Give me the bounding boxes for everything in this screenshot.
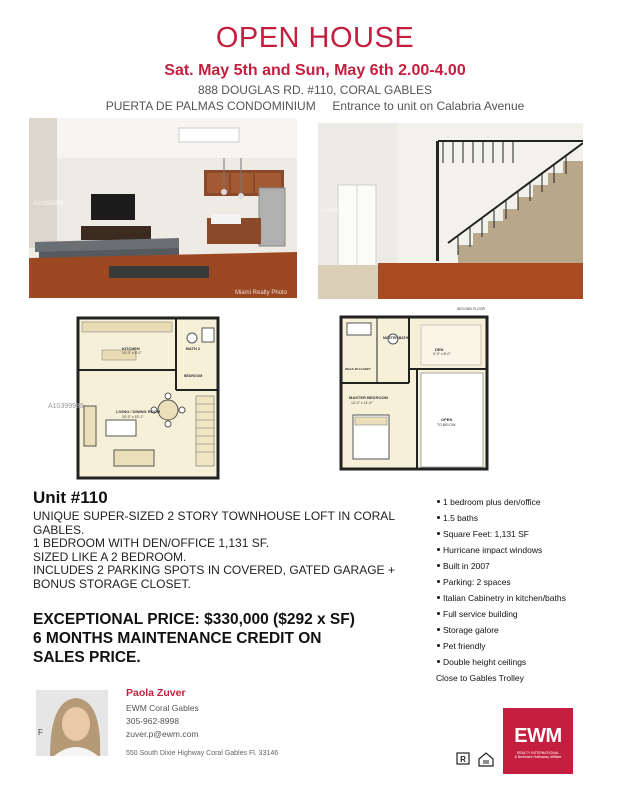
feature-item: [432, 622, 622, 638]
bullet-icon: [437, 516, 440, 519]
living-room-photo: [29, 118, 297, 298]
room-bedroom-small: BEDROOM: [184, 374, 203, 378]
feature-text: 1.5 baths: [443, 513, 478, 523]
price-line-3: SALES PRICE.: [33, 649, 141, 666]
bullet-icon: [437, 628, 440, 631]
bullet-icon: [437, 500, 440, 503]
agent-name: Paola Zuver: [126, 687, 186, 699]
agent-portrait: [36, 690, 108, 756]
room-open: OPEN: [441, 417, 453, 422]
feature-text: Pet friendly: [443, 641, 486, 651]
room-open-below: TO BELOW: [437, 423, 456, 427]
realtor-icon: [456, 752, 470, 768]
feature-item: [432, 654, 622, 670]
feature-item: [432, 590, 622, 606]
bullet-icon: [437, 644, 440, 647]
feature-text: Built in 2007: [443, 561, 490, 571]
floorplan-first-floor: [48, 310, 229, 482]
property-address: 888 DOUGLAS RD. #110, CORAL GABLES: [197, 83, 433, 97]
desc-line-2: 1 BEDROOM WITH DEN/OFFICE 1,131 SF.: [33, 536, 270, 550]
price-block: [33, 610, 413, 667]
room-kitchen: KITCHEN: [122, 346, 140, 351]
room-living: LIVING / DINING ROOM: [116, 409, 161, 414]
feature-item: [432, 574, 622, 590]
open-house-dates: Sat. May 5th and Sun, May 6th 2.00-4.00: [164, 62, 466, 79]
ewm-logo-sub1: REALTY INTERNATIONAL: [516, 751, 559, 755]
agent-company: EWM Coral Gables: [126, 703, 199, 713]
feature-text: Italian Cabinetry in kitchen/baths: [443, 593, 566, 603]
second-floor-label: SECOND FLOOR: [457, 307, 486, 311]
feature-text: Double height ceilings: [443, 657, 527, 667]
floorplan-second-floor: [337, 305, 492, 483]
feature-text: Parking: 2 spaces: [443, 577, 511, 587]
feature-item: [432, 638, 622, 654]
ewm-logo-sub2: A Berkshire Hathaway Affiliate: [514, 755, 562, 759]
desc-line-1: UNIQUE SUPER-SIZED 2 STORY TOWNHOUSE LOFT IN CORAL GABLES.: [33, 509, 395, 537]
agent-photo-mark: F: [38, 728, 43, 737]
living-room-illustration: [29, 118, 297, 298]
bullet-icon: [437, 548, 440, 551]
agent-email[interactable]: zuver.p@ewm.com: [126, 729, 199, 739]
feature-text: Full service building: [443, 609, 518, 619]
svg-text:R: R: [460, 755, 466, 764]
feature-text: Storage galore: [443, 625, 499, 635]
condo-name: PUERTA DE PALMAS CONDOMINIUM: [105, 99, 316, 113]
floorplan-second-illustration: [337, 305, 492, 483]
bullet-icon: [437, 564, 440, 567]
equal-housing-icon: [478, 752, 494, 768]
room-kitchen-dim: 10'-0" x 8'-0": [122, 351, 142, 355]
agent-phone[interactable]: 305-962-8998: [126, 716, 179, 726]
feature-item: [432, 558, 622, 574]
room-walkin: WALK-IN CLOSET: [345, 367, 371, 371]
features-list: [432, 494, 622, 686]
room-master-bed: MASTER BEDROOM: [349, 395, 388, 400]
room-master-bath: MASTER BATH: [383, 336, 409, 340]
photo-watermark-right: A10399989: [321, 208, 352, 214]
room-den: DEN: [435, 347, 444, 352]
desc-line-3: SIZED LIKE A 2 BEDROOM.: [33, 549, 187, 564]
room-master-bed-dim: 13'-0" x 14'-0": [351, 401, 373, 405]
bullet-icon: [437, 532, 440, 535]
bullet-icon: [437, 596, 440, 599]
photo-watermark-left: A10399989: [33, 201, 64, 207]
bullet-icon: [437, 660, 440, 663]
feature-item: [432, 526, 622, 542]
feature-item: [432, 606, 622, 622]
unit-description: [33, 510, 395, 591]
price-line-1: EXCEPTIONAL PRICE: $330,000 ($292 x SF): [33, 611, 355, 628]
staircase-photo: [318, 123, 583, 299]
feature-text: 1 bedroom plus den/office: [443, 497, 541, 507]
feature-item: [432, 510, 622, 526]
agent-photo: [36, 690, 108, 756]
desc-line-4: INCLUDES 2 PARKING SPOTS IN COVERED, GATED GARAGE + BONUS STORAGE CLOSET.: [33, 563, 395, 591]
bullet-icon: [437, 580, 440, 583]
feature-item: [432, 542, 622, 558]
price-line-2: 6 MONTHS MAINTENANCE CREDIT ON: [33, 630, 322, 647]
room-living-dim: 20'-0" x 15'-1": [122, 415, 144, 419]
feature-text: Hurricane impact windows: [443, 545, 543, 555]
feature-text: Square Feet: 1,131 SF: [443, 529, 529, 539]
unit-title: Unit #110: [33, 488, 108, 507]
bullet-icon: [437, 612, 440, 615]
photo-credit-left: Miami Realty Photo: [235, 290, 288, 296]
room-bath: BATH 2: [186, 346, 201, 351]
ewm-logo: [503, 708, 573, 774]
feature-extra: Close to Gables Trolley: [436, 673, 524, 683]
staircase-illustration: [318, 123, 583, 299]
entrance-note: Entrance to unit on Calabria Avenue: [332, 99, 525, 113]
room-den-dim: 9'-0" x 8'-0": [433, 352, 451, 356]
condo-line: [0, 99, 630, 113]
floorplan-first-illustration: [66, 310, 229, 482]
feature-item: [432, 494, 622, 510]
floorplan-watermark: A10399989: [48, 403, 84, 410]
agent-address: 550 South Dixie Highway Coral Gables Fl. 33146: [126, 750, 279, 757]
ewm-logo-text: EWM: [514, 725, 562, 747]
page-title: OPEN HOUSE: [215, 22, 415, 54]
